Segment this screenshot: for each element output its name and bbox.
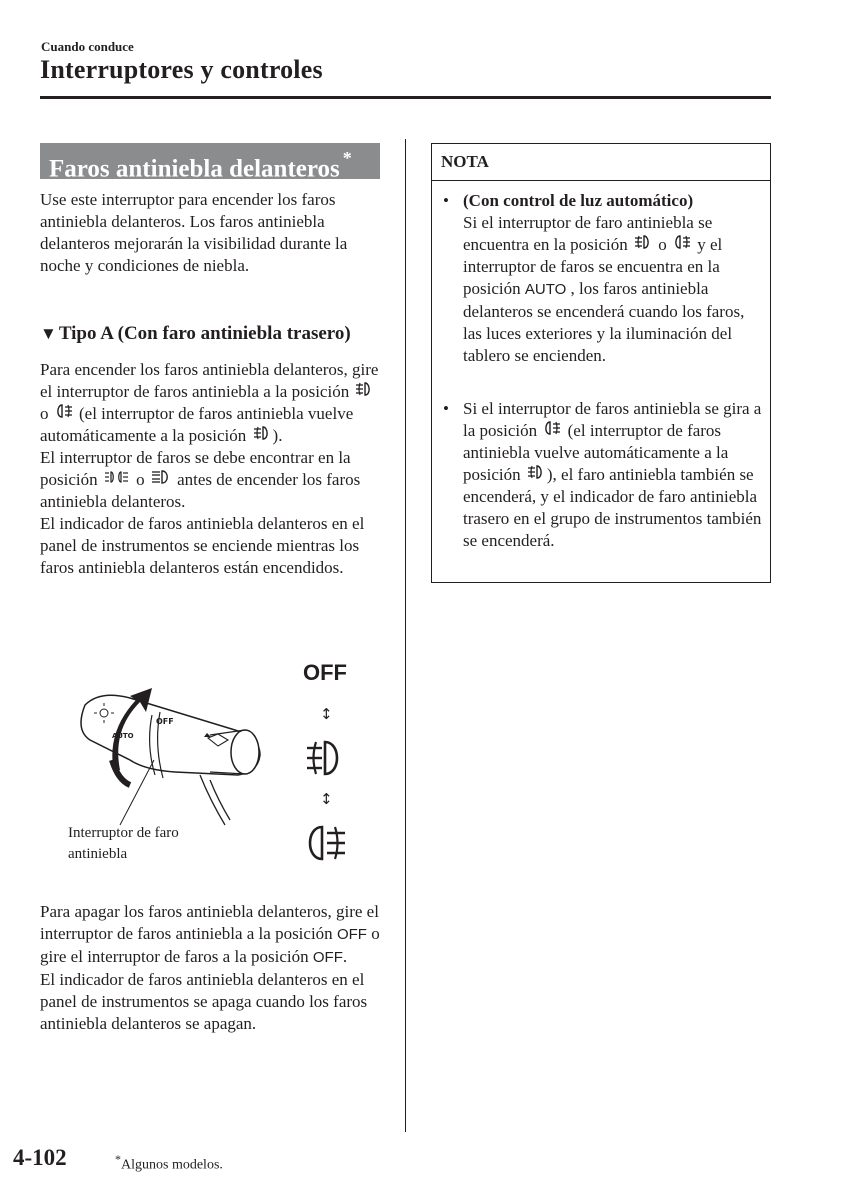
or-word: o <box>658 235 667 254</box>
note-heading: NOTA <box>432 144 770 181</box>
type-a-text-1: Para encender los faros antiniebla delanteros, gire el interruptor de faros antiniebla a la posición <box>40 360 379 401</box>
type-a-text-2: (el interruptor de faros antiniebla vuelve automáticamente a la posición <box>40 404 354 445</box>
type-a-text-3: ). <box>272 426 283 445</box>
note-item-1 <box>443 190 763 367</box>
mode-auto-label: AUTO <box>524 281 567 298</box>
title-rule <box>40 96 771 99</box>
section-title: Faros antiniebla delanteros <box>49 155 340 183</box>
front-fog-icon <box>527 465 545 479</box>
footnote <box>115 1152 223 1174</box>
note-box <box>431 143 771 583</box>
off-label: OFF <box>303 660 347 685</box>
type-a-text-6: El indicador de faros antiniebla delanteros en el panel de instrumentos se enciende mientras los faros antiniebla delanteros están encendidos. <box>40 514 365 577</box>
switch-label-off: OFF <box>156 717 174 726</box>
note-item-2-text-2: (el interruptor de faros antiniebla vuelve automáticamente a la posición <box>463 421 729 484</box>
rear-fog-icon <box>55 404 73 418</box>
subheading <box>40 323 351 345</box>
off-text-4: El indicador de faros antiniebla delanteros en el panel de instrumentos se apaga cuando los faros antiniebla delanteros se apagan. <box>40 970 368 1033</box>
front-fog-icon <box>634 235 652 249</box>
type-a-text-5: antes de encender los faros antiniebla delanteros. <box>40 470 361 511</box>
triangle-marker-icon: ▼ <box>40 324 57 343</box>
intro-paragraph: Use este interruptor para encender los faros antiniebla delanteros. Los faros antiniebla delanteros mejorarán la visibilidad durante la noche y condiciones de niebla. <box>40 190 348 275</box>
footnote-asterisk: * <box>115 1152 121 1166</box>
front-fog-icon <box>355 382 373 396</box>
column-divider <box>405 139 406 1132</box>
note-item-2 <box>443 398 763 552</box>
note-item-2-text-1: Si el interruptor de faros antiniebla se gira a la posición <box>463 399 762 440</box>
footnote-text: Algunos modelos. <box>121 1157 223 1173</box>
off-text-3: . <box>342 947 348 966</box>
or-word: o <box>136 470 145 489</box>
off-text-2: o gire el interruptor de faros a la posición <box>40 924 380 966</box>
parking-lights-icon <box>104 470 130 484</box>
bullet: • <box>443 191 449 210</box>
up-down-arrow-icon: ↕ <box>320 705 333 723</box>
rear-fog-icon <box>673 235 691 249</box>
note-item-1-text-3: , los faros antiniebla delanteros se encenderá cuando los faros, las luces exteriores y la iluminación del tablero se encienden. <box>463 279 745 365</box>
off-text-1: Para apagar los faros antiniebla delanteros, gire el interruptor de faros antiniebla a la posición <box>40 902 379 943</box>
note-item-1-text-2: y el interruptor de faros se encuentra en la posición <box>463 235 723 298</box>
illustration-caption: Interruptor de faro antiniebla <box>68 825 179 862</box>
note-item-1-heading: (Con control de luz automático) <box>463 191 694 210</box>
type-a-text-4: El interruptor de faros se debe encontrar en la posición <box>40 448 351 489</box>
mode-off-label: OFF <box>336 926 367 943</box>
up-down-arrow-icon: ↕ <box>320 790 333 808</box>
headlights-icon <box>151 470 171 484</box>
switch-label-auto: AUTO <box>112 732 134 740</box>
front-fog-icon <box>305 738 343 778</box>
front-fog-icon <box>253 426 271 440</box>
note-item-2-text-3: ), el faro antiniebla también se encenderá, y el indicador de faro antiniebla trasero en el grupo de instrumentos también se encenderá. <box>463 465 762 550</box>
note-item-1-text-1: Si el interruptor de faro antiniebla se encuentra en la posición <box>463 213 713 254</box>
section-asterisk: * <box>342 148 352 168</box>
bullet: • <box>443 399 449 418</box>
page-number: 4-102 <box>13 1145 67 1170</box>
rear-fog-icon <box>305 823 347 863</box>
page-title: Interruptores y controles <box>40 55 323 84</box>
turn-off-paragraph <box>40 901 385 1035</box>
mode-off-label: OFF <box>312 949 343 966</box>
rear-fog-icon <box>543 421 561 435</box>
section-label: Cuando conduce <box>41 39 134 54</box>
section-header <box>40 143 380 183</box>
type-a-paragraph <box>40 359 385 579</box>
or-word: o <box>40 404 49 423</box>
subheading-text: Tipo A (Con faro antiniebla trasero) <box>58 323 351 344</box>
